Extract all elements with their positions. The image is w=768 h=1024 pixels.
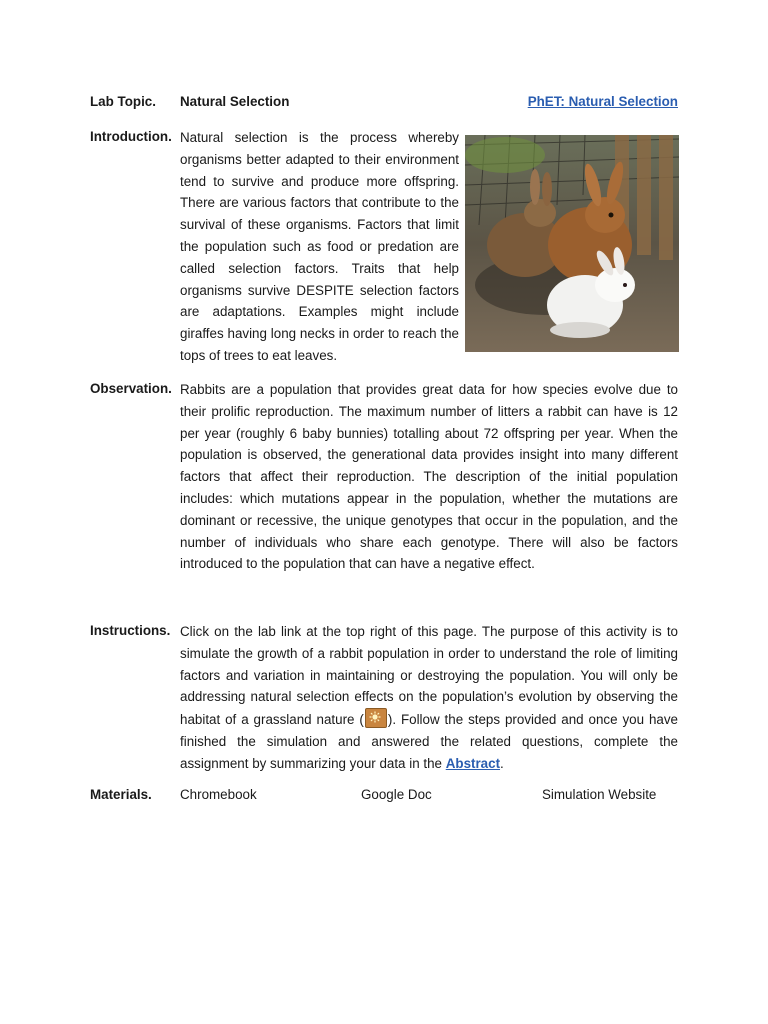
material-item-simulation-website: Simulation Website bbox=[542, 787, 657, 802]
topic-title: Natural Selection bbox=[180, 94, 290, 109]
introduction-text: Natural selection is the process whereby organisms better adapted to their environment tend to survive and produce more offspring. There are various factors that contribute to the survival of these organisms. Factors that limit the population such as food or predation are called selection factors. Traits that help organisms survive DESPITE selection factors are adaptations. Examples might include giraffes having long necks in order to reach the tops of trees to eat leaves. bbox=[180, 130, 459, 363]
abstract-link[interactable]: Abstract bbox=[445, 755, 501, 771]
topic-label: Lab Topic. bbox=[90, 94, 156, 109]
instructions-text-part1: Click on the lab link at the top right of this page. The purpose of this activity is to simulate the growth of a rabbit population in order to understand the role of limiting factors and variation in maintaining or destroying the population. You will only be addressing natural selection effects on the population’s evolution by observing the habitat of a grassland nature ( bbox=[180, 624, 678, 728]
observation-text: Rabbits are a population that provides great data for how species evolve due to their prolific reproduction. The maximum number of litters a rabbit can have is 12 per year (roughly 6 baby bunnies) totalling about 72 offspring per year. When the population is observed, the generational data provides insight into many different factors that affect their reproduction. The description of the initial population includes: which mutations appear in the population, whether the mutations are dominant or recessive, the unique genotypes that occur in the population, and the number of individuals who share each genotype. There will also be factors introduced to the population that can have a negative effect. bbox=[180, 382, 678, 572]
instructions-text-part2: ). Follow the steps provided and once you have finished the simulation and answered the related questions, complete the assignment by summarizing your data in the bbox=[180, 712, 678, 771]
introduction-label: Introduction. bbox=[90, 129, 172, 144]
instructions-text bbox=[180, 621, 678, 775]
materials-label: Materials. bbox=[90, 787, 152, 802]
phet-link[interactable]: PhET: Natural Selection bbox=[527, 94, 678, 109]
instructions-text-end: . bbox=[500, 755, 504, 771]
material-item-chromebook: Chromebook bbox=[180, 787, 257, 802]
instructions-label: Instructions. bbox=[90, 623, 171, 638]
grassland-sun-icon bbox=[365, 708, 387, 728]
rabbits-photo bbox=[465, 135, 679, 352]
observation-label: Observation. bbox=[90, 381, 172, 396]
material-item-google-doc: Google Doc bbox=[361, 787, 432, 802]
